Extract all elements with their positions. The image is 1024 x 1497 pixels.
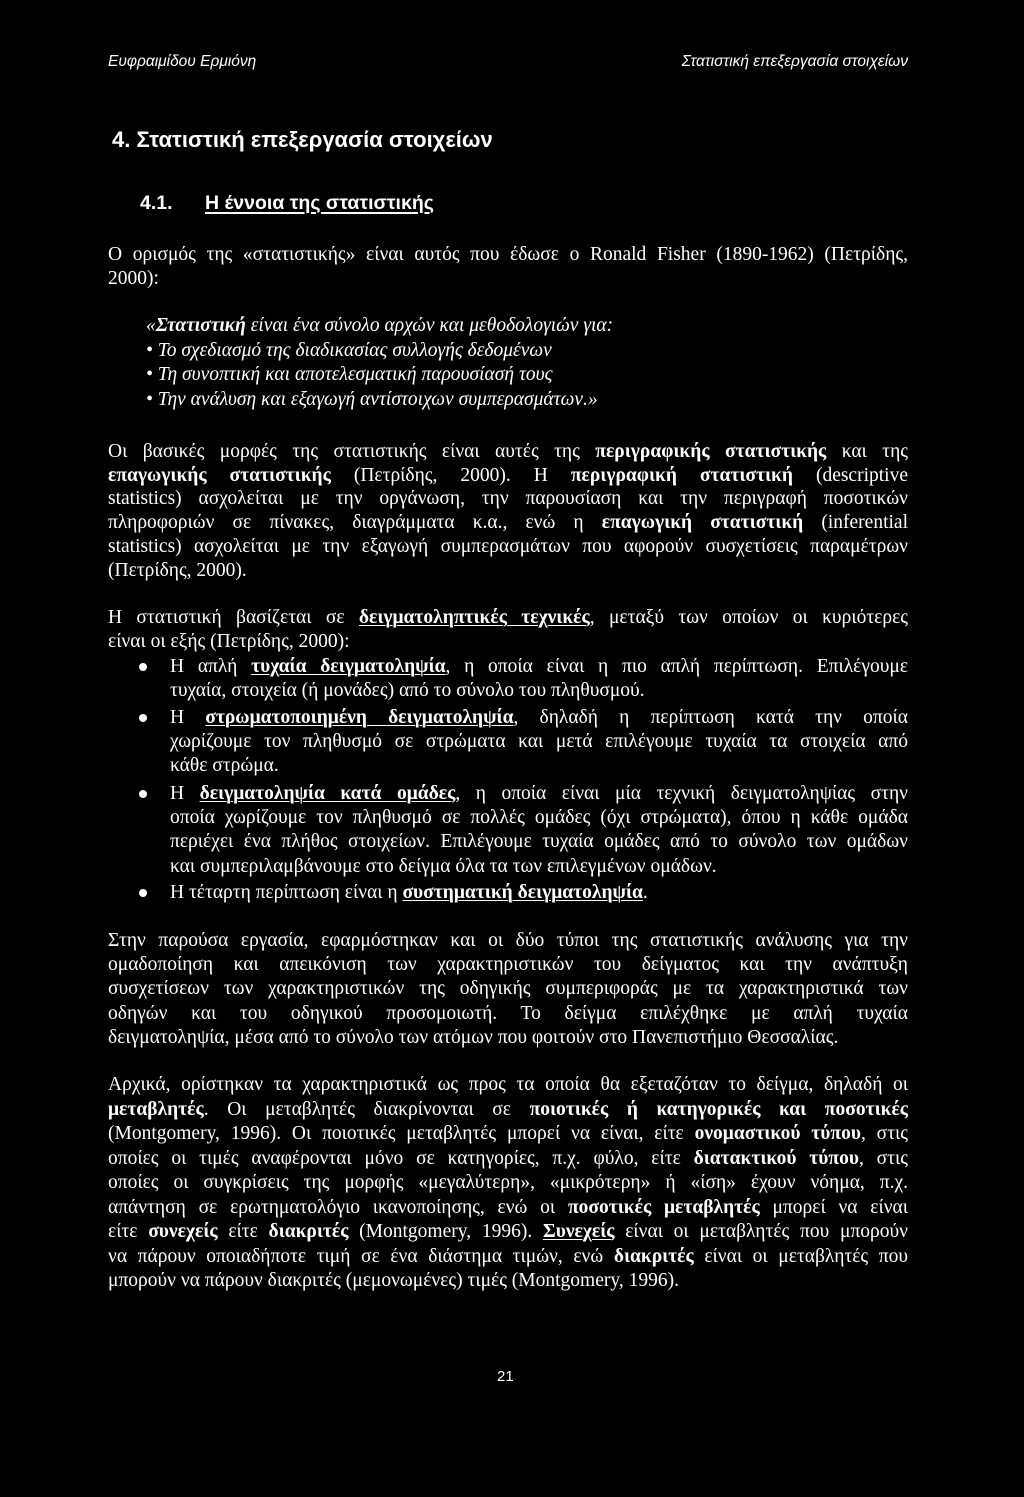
bullet-icon xyxy=(139,663,147,671)
text-run: είτε xyxy=(217,1221,269,1242)
text-line xyxy=(108,464,908,488)
text-line xyxy=(108,1147,908,1172)
list-item-text xyxy=(170,782,908,879)
text-line xyxy=(108,1245,908,1270)
text-line xyxy=(170,754,908,778)
text-run: • Το σχεδιασμό της διαδικασίας συλλογής δεδομένων xyxy=(146,339,552,361)
paragraph-definition-intro xyxy=(108,243,908,291)
text-run: Αρχικά, ορίστηκαν τα χαρακτηριστικά ως προς τα οποία θα εξεταζόταν το δείγμα, δηλαδή οι xyxy=(108,1074,908,1095)
text-line xyxy=(170,730,908,754)
section-number: 4.1. xyxy=(140,192,173,214)
paragraph-statistics-forms xyxy=(108,440,908,582)
text-line xyxy=(170,782,908,806)
text-run: συσχετίσεων των χαρακτηριστικών της οδηγικής συμπεριφοράς με τα χαρακτηριστικά των xyxy=(108,978,908,1000)
text-run: . xyxy=(642,882,648,903)
text-line xyxy=(170,881,908,905)
text-run: είναι οι εξής (Πετρίδης, 2000): xyxy=(108,631,350,653)
text-run: statistics) ασχολείται με την εξαγωγή συμπερασμάτων που αφορούν συσχετίσεις παραμέτρων xyxy=(108,535,908,557)
text-line xyxy=(170,806,908,830)
text-run: , στις xyxy=(860,1123,908,1144)
text-run: « xyxy=(146,315,156,336)
emphasized-text: ποσοτικές μεταβλητές xyxy=(567,1196,760,1218)
text-run: (Πετρίδης, 2000). xyxy=(108,559,247,581)
text-run: statistics) ασχολείται με την οργάνωση, την παρουσίαση και την περιγραφή ποσοτικών xyxy=(108,488,908,510)
text-run: ομαδοποίηση και απεικόνιση των χαρακτηριστικών του δείγματος και την ανάπτυξη xyxy=(108,954,908,976)
emphasized-text: συστηματική δειγματοληψία xyxy=(402,882,643,903)
list-item xyxy=(170,782,908,879)
text-run: και της xyxy=(826,441,908,462)
quote-statistics-definition xyxy=(146,314,613,412)
text-line xyxy=(108,1098,908,1123)
text-run: οποίες οι συγκρίσεις της μορφής «μεγαλύτερη», «μικρότερη» ή «ίση» έχουν νόημα, π.χ. xyxy=(108,1172,908,1193)
text-run: (Montgomery, 1996). Οι ποιοτικές μεταβλητές μπορεί να είναι, είτε xyxy=(108,1123,695,1144)
list-item xyxy=(170,706,908,779)
emphasized-text: συνεχείς xyxy=(148,1221,218,1242)
emphasized-text: διακριτές xyxy=(268,1221,349,1242)
text-line xyxy=(108,1269,908,1294)
text-run: Ο ορισμός της «στατιστικής» είναι αυτός που έδωσε ο Ronald Fisher (1890-1962) (Πετρίδης, xyxy=(108,244,908,265)
text-line xyxy=(108,440,908,464)
page-number: 21 xyxy=(497,1368,514,1385)
text-run: είτε xyxy=(108,1221,149,1242)
text-line xyxy=(170,655,908,679)
text-line xyxy=(146,388,613,413)
list-item-text xyxy=(170,881,908,905)
text-line xyxy=(108,1122,908,1147)
emphasized-text: μεταβλητές xyxy=(108,1098,204,1120)
text-line xyxy=(108,1220,908,1245)
text-run: οδηγών και του οδηγικού προσομοιωτή. Το δείγμα επιλέχθηκε με απλή τυχαία xyxy=(108,1002,908,1024)
emphasized-text: Συνεχείς xyxy=(542,1221,615,1242)
text-line xyxy=(170,830,908,854)
list-item xyxy=(170,881,908,905)
header-chapter-title: Στατιστική επεξεργασία στοιχείων xyxy=(681,53,908,70)
text-run: τυχαία, στοιχεία (ή μονάδες) από το σύνολο του πληθυσμού. xyxy=(170,680,645,702)
text-run: (Πετρίδης, 2000). Η xyxy=(330,464,571,486)
paragraph-variables xyxy=(108,1073,908,1294)
text-run: • Την ανάλυση και εξαγωγή αντίστοιχων συμπερασμάτων.» xyxy=(146,388,598,410)
text-line xyxy=(170,679,908,703)
list-item-text xyxy=(170,706,908,779)
text-line xyxy=(108,1171,908,1196)
text-run: , η οποία είναι μία τεχνική δειγματοληψίας στην xyxy=(455,783,908,804)
text-line xyxy=(146,339,613,364)
section-title: Η έννοια της στατιστικής xyxy=(205,192,434,214)
text-run: οποίες οι τιμές αναφέρονται μόνο σε κατηγορίες, π.χ. φύλο, είτε xyxy=(108,1147,694,1169)
text-run: Η xyxy=(170,783,200,804)
text-line xyxy=(108,1196,908,1221)
text-run: Η στατιστική βασίζεται σε xyxy=(108,607,359,628)
chapter-heading: 4. Στατιστική επεξεργασία στοιχείων xyxy=(112,127,493,152)
text-run: Στην παρούσα εργασία, εφαρμόστηκαν και οι δύο τύποι της στατιστικής ανάλυσης για την xyxy=(108,930,908,951)
bullet-icon xyxy=(139,714,147,722)
text-run: οποία χωρίζουμε τον πληθυσμό σε πολλές ομάδες (όχι στρώματα), όπου η κάθε ομάδα xyxy=(170,807,908,829)
text-run: είναι οι μεταβλητές που μπορούν xyxy=(614,1221,908,1242)
list-item-text xyxy=(170,655,908,703)
emphasized-text: διατακτικού τύπου xyxy=(693,1147,859,1169)
text-run: Η τέταρτη περίπτωση είναι η xyxy=(170,882,403,903)
text-run: και συμπεριλαμβάνουμε στο δείγμα όλα τα των επιλεγμένων ομάδων. xyxy=(170,855,717,877)
text-line xyxy=(108,487,908,511)
text-line xyxy=(146,314,613,339)
text-run: , δηλαδή η περίπτωση κατά την οποία xyxy=(513,707,908,728)
text-run: , στις xyxy=(858,1147,908,1169)
text-run: 2000): xyxy=(108,268,159,290)
text-run: χωρίζουμε τον πληθυσμό σε στρώματα και μετά επιλέγουμε τυχαία τα στοιχεία από xyxy=(170,731,908,753)
text-run: , η οποία είναι η πιο απλή περίπτωση. Επιλέγουμε xyxy=(445,656,909,677)
bullet-icon xyxy=(139,889,147,897)
text-run: δειγματοληψία, μέσα από το σύνολο των ατόμων που φοιτούν στο Πανεπιστήμιο Θεσσαλίας. xyxy=(108,1026,839,1048)
text-line xyxy=(108,630,908,654)
emphasized-text: στρωματοποιημένη δειγματοληψία xyxy=(205,707,514,728)
text-run: , μεταξύ των οποίων οι κυριότερες xyxy=(589,607,908,628)
text-run: περιέχει ένα πλήθος στοιχείων. Επιλέγουμε τυχαία ομάδες από το σύνολο των ομάδων xyxy=(170,831,908,853)
emphasized-text: διακριτές xyxy=(613,1245,694,1267)
text-line xyxy=(108,929,908,953)
text-run: κάθε στρώμα. xyxy=(170,755,279,777)
text-run: μπορεί να είναι xyxy=(759,1196,908,1218)
text-run: απάντηση σε ερωτηματολόγιο ικανοποίησης, ενώ οι xyxy=(108,1196,568,1218)
text-run: . Οι μεταβλητές διακρίνονται σε xyxy=(203,1098,530,1120)
text-line xyxy=(108,267,908,291)
emphasized-text: τυχαία δειγματοληψία xyxy=(251,656,446,677)
bullet-icon xyxy=(139,790,147,798)
text-line xyxy=(108,535,908,559)
emphasized-text: περιγραφική στατιστική xyxy=(570,464,793,486)
text-run: μπορούν να πάρουν διακριτές (μεμονωμένες) τιμές (Montgomery, 1996). xyxy=(108,1270,679,1291)
emphasized-text: επαγωγικής στατιστικής xyxy=(108,464,331,486)
text-line xyxy=(108,1002,908,1026)
text-line xyxy=(170,855,908,879)
text-run: Η απλή xyxy=(170,656,252,677)
text-line xyxy=(108,1073,908,1098)
emphasized-text: περιγραφικής στατιστικής xyxy=(595,441,827,462)
text-line xyxy=(108,511,908,535)
text-line xyxy=(146,363,613,388)
emphasized-text: ονομαστικού τύπου xyxy=(694,1123,861,1144)
text-line xyxy=(108,243,908,267)
text-run: είναι οι μεταβλητές που xyxy=(693,1245,908,1267)
header-author: Ευφραιμίδου Ερμιόνη xyxy=(108,53,257,70)
text-run: να πάρουν οποιαδήποτε τιμή σε ένα διάστημα τιμών, ενώ xyxy=(108,1245,614,1267)
text-run: πληροφοριών σε πίνακες, διαγράμματα κ.α., ενώ η xyxy=(108,512,602,534)
text-line xyxy=(108,559,908,583)
emphasized-text: ποιοτικές ή κατηγορικές και ποσοτικές xyxy=(529,1098,909,1120)
emphasized-text: επαγωγική στατιστική xyxy=(601,512,804,534)
text-run: (Montgomery, 1996). xyxy=(348,1221,543,1242)
text-line xyxy=(108,977,908,1001)
list-item xyxy=(170,655,908,703)
text-line xyxy=(170,706,908,730)
text-run: • Τη συνοπτική και αποτελεσματική παρουσίασή τους xyxy=(146,364,553,385)
paragraph-sampling-techniques xyxy=(108,606,908,654)
emphasized-text: δειγματοληψία κατά ομάδες xyxy=(199,783,456,804)
emphasized-text: δειγματοληπτικές τεχνικές xyxy=(358,607,590,628)
text-line xyxy=(108,1026,908,1050)
paragraph-current-study xyxy=(108,929,908,1050)
text-run: (inferential xyxy=(803,512,908,534)
text-run: (descriptive xyxy=(792,464,908,486)
text-run: Η xyxy=(170,707,206,728)
text-run: είναι ένα σύνολο αρχών και μεθοδολογιών για: xyxy=(245,315,614,336)
text-run: Οι βασικές μορφές της στατιστικής είναι αυτές της xyxy=(108,441,596,462)
text-line xyxy=(108,606,908,630)
text-line xyxy=(108,953,908,977)
emphasized-text: Στατιστική xyxy=(155,315,246,336)
